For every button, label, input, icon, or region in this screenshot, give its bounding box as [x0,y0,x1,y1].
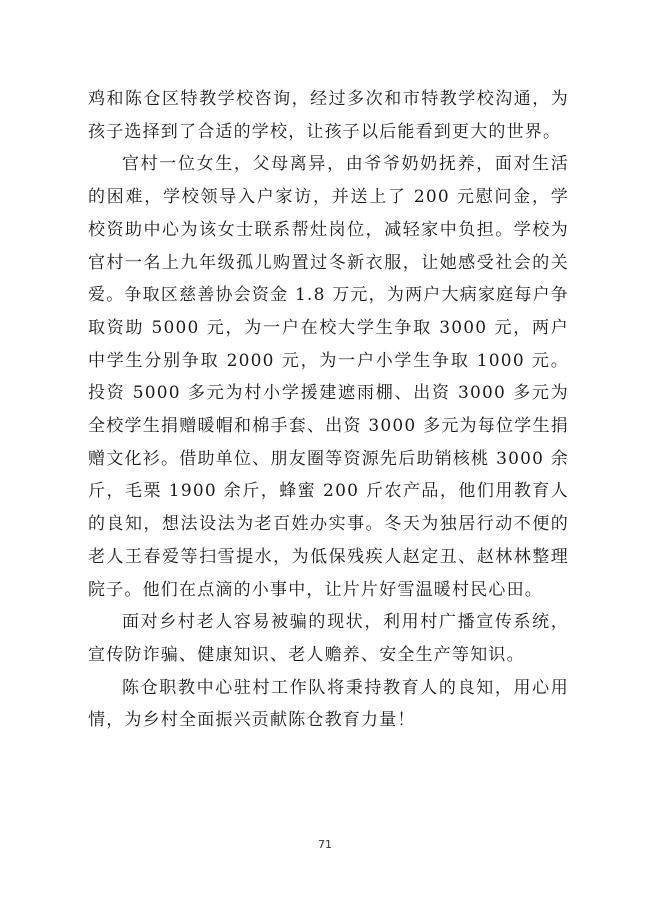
document-body [88,83,569,737]
paragraph-1: 鸡和陈仓区特教学校咨询，经过多次和市特教学校沟通，为孩子选择到了合适的学校，让孩子以后能看到更大的世界。 [88,89,569,142]
paragraph-4: 陈仓职教中心驻村工作队将秉持教育人的良知，用心用情，为乡村全面振兴贡献陈仓教育力量！ [88,677,569,731]
paragraph-3: 面对乡村老人容易被骗的现状，利用村广播宣传系统，宣传防诈骗、健康知识、老人赡养、安全生产等知识。 [88,612,569,665]
paragraph-2: 官村一位女生，父母离异，由爷爷奶奶抚养，面对生活的困难，学校领导入户家访，并送上了 200 元慰问金，学校资助中心为该女士联系帮灶岗位，减轻家中负担。学校为官村一名上九年级孤儿购置过冬新衣服，让她感受社会的关爱。争取区慈善协会资金 1.8 万元，为两户大病家庭每户争取资助 5000 元，为一户在校大学生争取 3000 元，两户中学生分别争取 2000 元，为一户小学生争取 1000 元。投资 5000 多元为村小学援建遮雨棚、出资 3000 多元为全校学生捐赠暖帽和棉手套、出资 3000 多元为每位学生捐赠文化衫。借助单位、朋友圈等资源先后助销核桃 3000 余斤，毛栗 1900 余斤，蜂蜜 200 斤农产品，他们用教育人的良知，想法设法为老百姓办实事。冬天为独居行动不便的老人王春爱等扫雪提水，为低保残疾人赵定丑、赵林林整理院子。他们在点滴的小事中，让片片好雪温暖村民心田。 [88,154,569,600]
page-number: 71 [318,838,332,851]
